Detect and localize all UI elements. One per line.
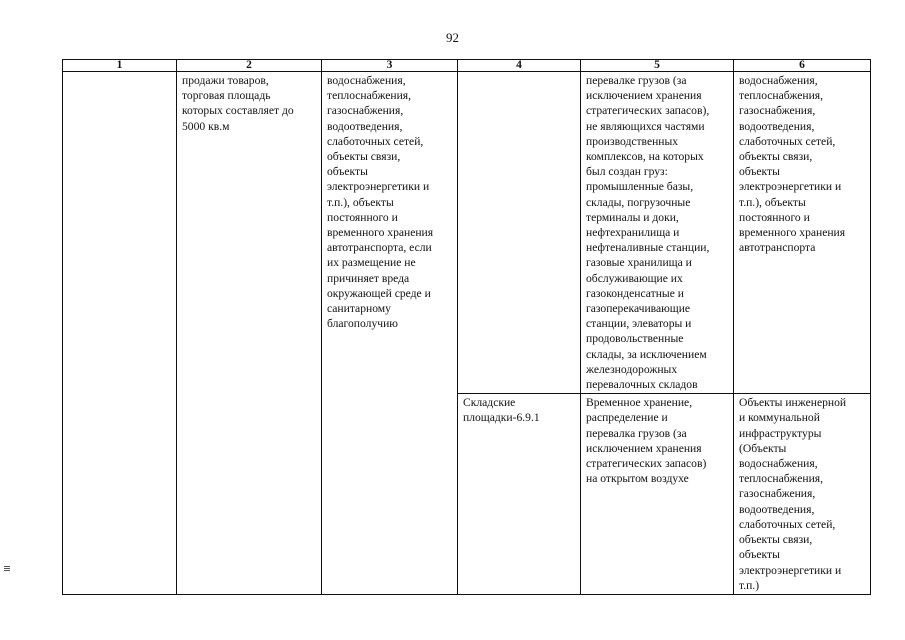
table-header-row <box>63 60 871 72</box>
cell-col5-description: перевалке грузов (за исключением хранения стратегических запасов), не являющихся частями производственных комплексов, на которых был создан груз: промышленные базы, склады, погрузочные терминалы и доки, нефтехранилища и нефтеналивные станции, газовые хранилища и обслуживающие их газоконденсатные и газоперекачивающие станции, элеваторы и продовольственные склады, за исключением железнодорожных перевалочных складов <box>581 72 734 394</box>
header-cell-4: 4 <box>458 60 581 72</box>
header-cell-3: 3 <box>322 60 458 72</box>
cell-col3-objects: водоснабжения, теплоснабжения, газоснабжения, водоотведения, слаботочных сетей, объекты связи, объекты электроэнергетики и т.п.), объекты постоянного и временного хранения автотранспорта, если их размещение не причиняет вреда окружающей среде и санитарному благополучию <box>322 72 458 595</box>
table-row <box>63 72 871 394</box>
cell-col2-permitted-use: продажи товаров, торговая площадь которых составляет до 5000 кв.м <box>177 72 322 595</box>
cell-col1 <box>63 72 177 595</box>
header-cell-2: 2 <box>177 60 322 72</box>
cell-col4-use-name: Складские площадки-6.9.1 <box>458 394 581 595</box>
cell-col6-objects: Объекты инженерной и коммунальной инфраструктуры (Объекты водоснабжения, теплоснабжения, газоснабжения, водоотведения, слаботочных сетей, объекты связи, объекты электроэнергетики и т.п.) <box>734 394 871 595</box>
cell-col4-empty <box>458 72 581 394</box>
margin-mark-icon <box>4 566 10 572</box>
header-cell-5: 5 <box>581 60 734 72</box>
cell-col5-description: Временное хранение, распределение и перевалка грузов (за исключением хранения стратегических запасов) на открытом воздухе <box>581 394 734 595</box>
cell-col6-objects: водоснабжения, теплоснабжения, газоснабжения, водоотведения, слаботочных сетей, объекты связи, объекты электроэнергетики и т.п.), объекты постоянного и временного хранения автотранспорта <box>734 72 871 394</box>
land-use-table <box>62 59 871 595</box>
page-number: 92 <box>446 30 459 45</box>
header-cell-1: 1 <box>63 60 177 72</box>
header-cell-6: 6 <box>734 60 871 72</box>
